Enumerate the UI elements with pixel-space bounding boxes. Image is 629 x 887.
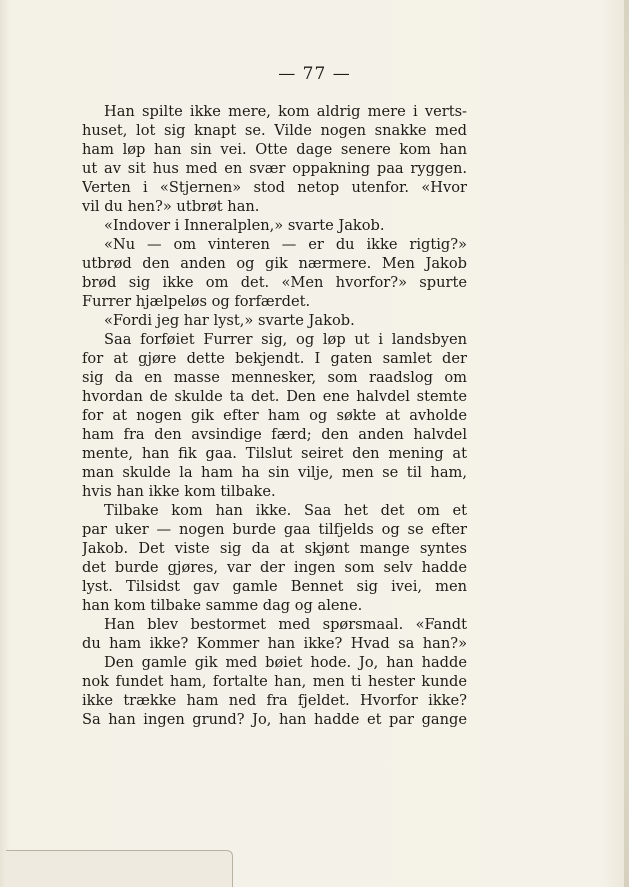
text-line: Furrer hjælpeløs og forfærdet.: [82, 293, 311, 310]
text-line: du ham ikke? Kommer han ikke? Hvad sa han?»: [82, 635, 467, 652]
body-text: [82, 102, 467, 729]
text-line: brød sig ikke om det. «Men hvorfor?» spurte: [82, 274, 467, 291]
text-line: ikke trække ham ned fra fjeldet. Hvorfor ikke?: [82, 692, 467, 709]
text-line: ut av sit hus med en svær oppakning paa ryggen.: [82, 160, 467, 177]
text-line: Han spilte ikke mere, kom aldrig mere i verts-: [104, 103, 467, 120]
page-edge-shadow: [624, 0, 629, 887]
text-line: nok fundet ham, fortalte han, men ti hester kunde: [82, 673, 467, 690]
text-line: Verten i «Stjernen» stod netop utenfor. «Hvor: [82, 179, 467, 196]
text-line: huset, lot sig knapt se. Vilde nogen snakke med: [82, 122, 467, 139]
text-line: utbrød den anden og gik nærmere. Men Jakob: [82, 255, 467, 272]
text-line: «Indover i Inneralplen,» svarte Jakob.: [104, 217, 385, 234]
text-line: par uker — nogen burde gaa tilfjelds og se efter: [82, 521, 467, 538]
text-line: sig da en masse mennesker, som raadslog om: [82, 369, 467, 386]
text-line: mente, han fik gaa. Tilslut seiret den mening at: [82, 445, 467, 462]
text-line: hvordan de skulde ta det. Den ene halvdel stemte: [82, 388, 467, 405]
text-line: han kom tilbake samme dag og alene.: [82, 597, 363, 614]
text-line: hvis han ikke kom tilbake.: [82, 483, 276, 500]
text-line: det burde gjøres, var der ingen som selv hadde: [82, 559, 467, 576]
text-line: ham fra den avsindige færd; den anden halvdel: [82, 426, 467, 443]
text-line: Tilbake kom han ikke. Saa het det om et: [104, 502, 467, 519]
text-line: for at nogen gik efter ham og søkte at avholde: [82, 407, 467, 424]
text-line: lyst. Tilsidst gav gamle Bennet sig ivei, men: [82, 578, 467, 595]
text-line: Sa han ingen grund? Jo, han hadde et par gange: [82, 711, 467, 728]
text-line: for at gjøre dette bekjendt. I gaten samlet der: [82, 350, 467, 367]
text-line: Den gamle gik med bøiet hode. Jo, han hadde: [104, 654, 467, 671]
scan-corner-tab: [6, 850, 233, 887]
page-number: — 77 —: [278, 64, 351, 84]
text-line: Saa forføiet Furrer sig, og løp ut i landsbyen: [104, 331, 467, 348]
text-line: Han blev bestormet med spørsmaal. «Fandt: [104, 616, 467, 633]
text-line: «Fordi jeg har lyst,» svarte Jakob.: [104, 312, 355, 329]
text-line: man skulde la ham ha sin vilje, men se til ham,: [82, 464, 467, 481]
text-line: ham løp han sin vei. Otte dage senere kom han: [82, 141, 467, 158]
text-line: Jakob. Det viste sig da at skjønt mange syntes: [82, 540, 467, 557]
text-line: vil du hen?» utbrøt han.: [82, 198, 260, 215]
text-line: «Nu — om vinteren — er du ikke rigtig?»: [104, 236, 467, 253]
